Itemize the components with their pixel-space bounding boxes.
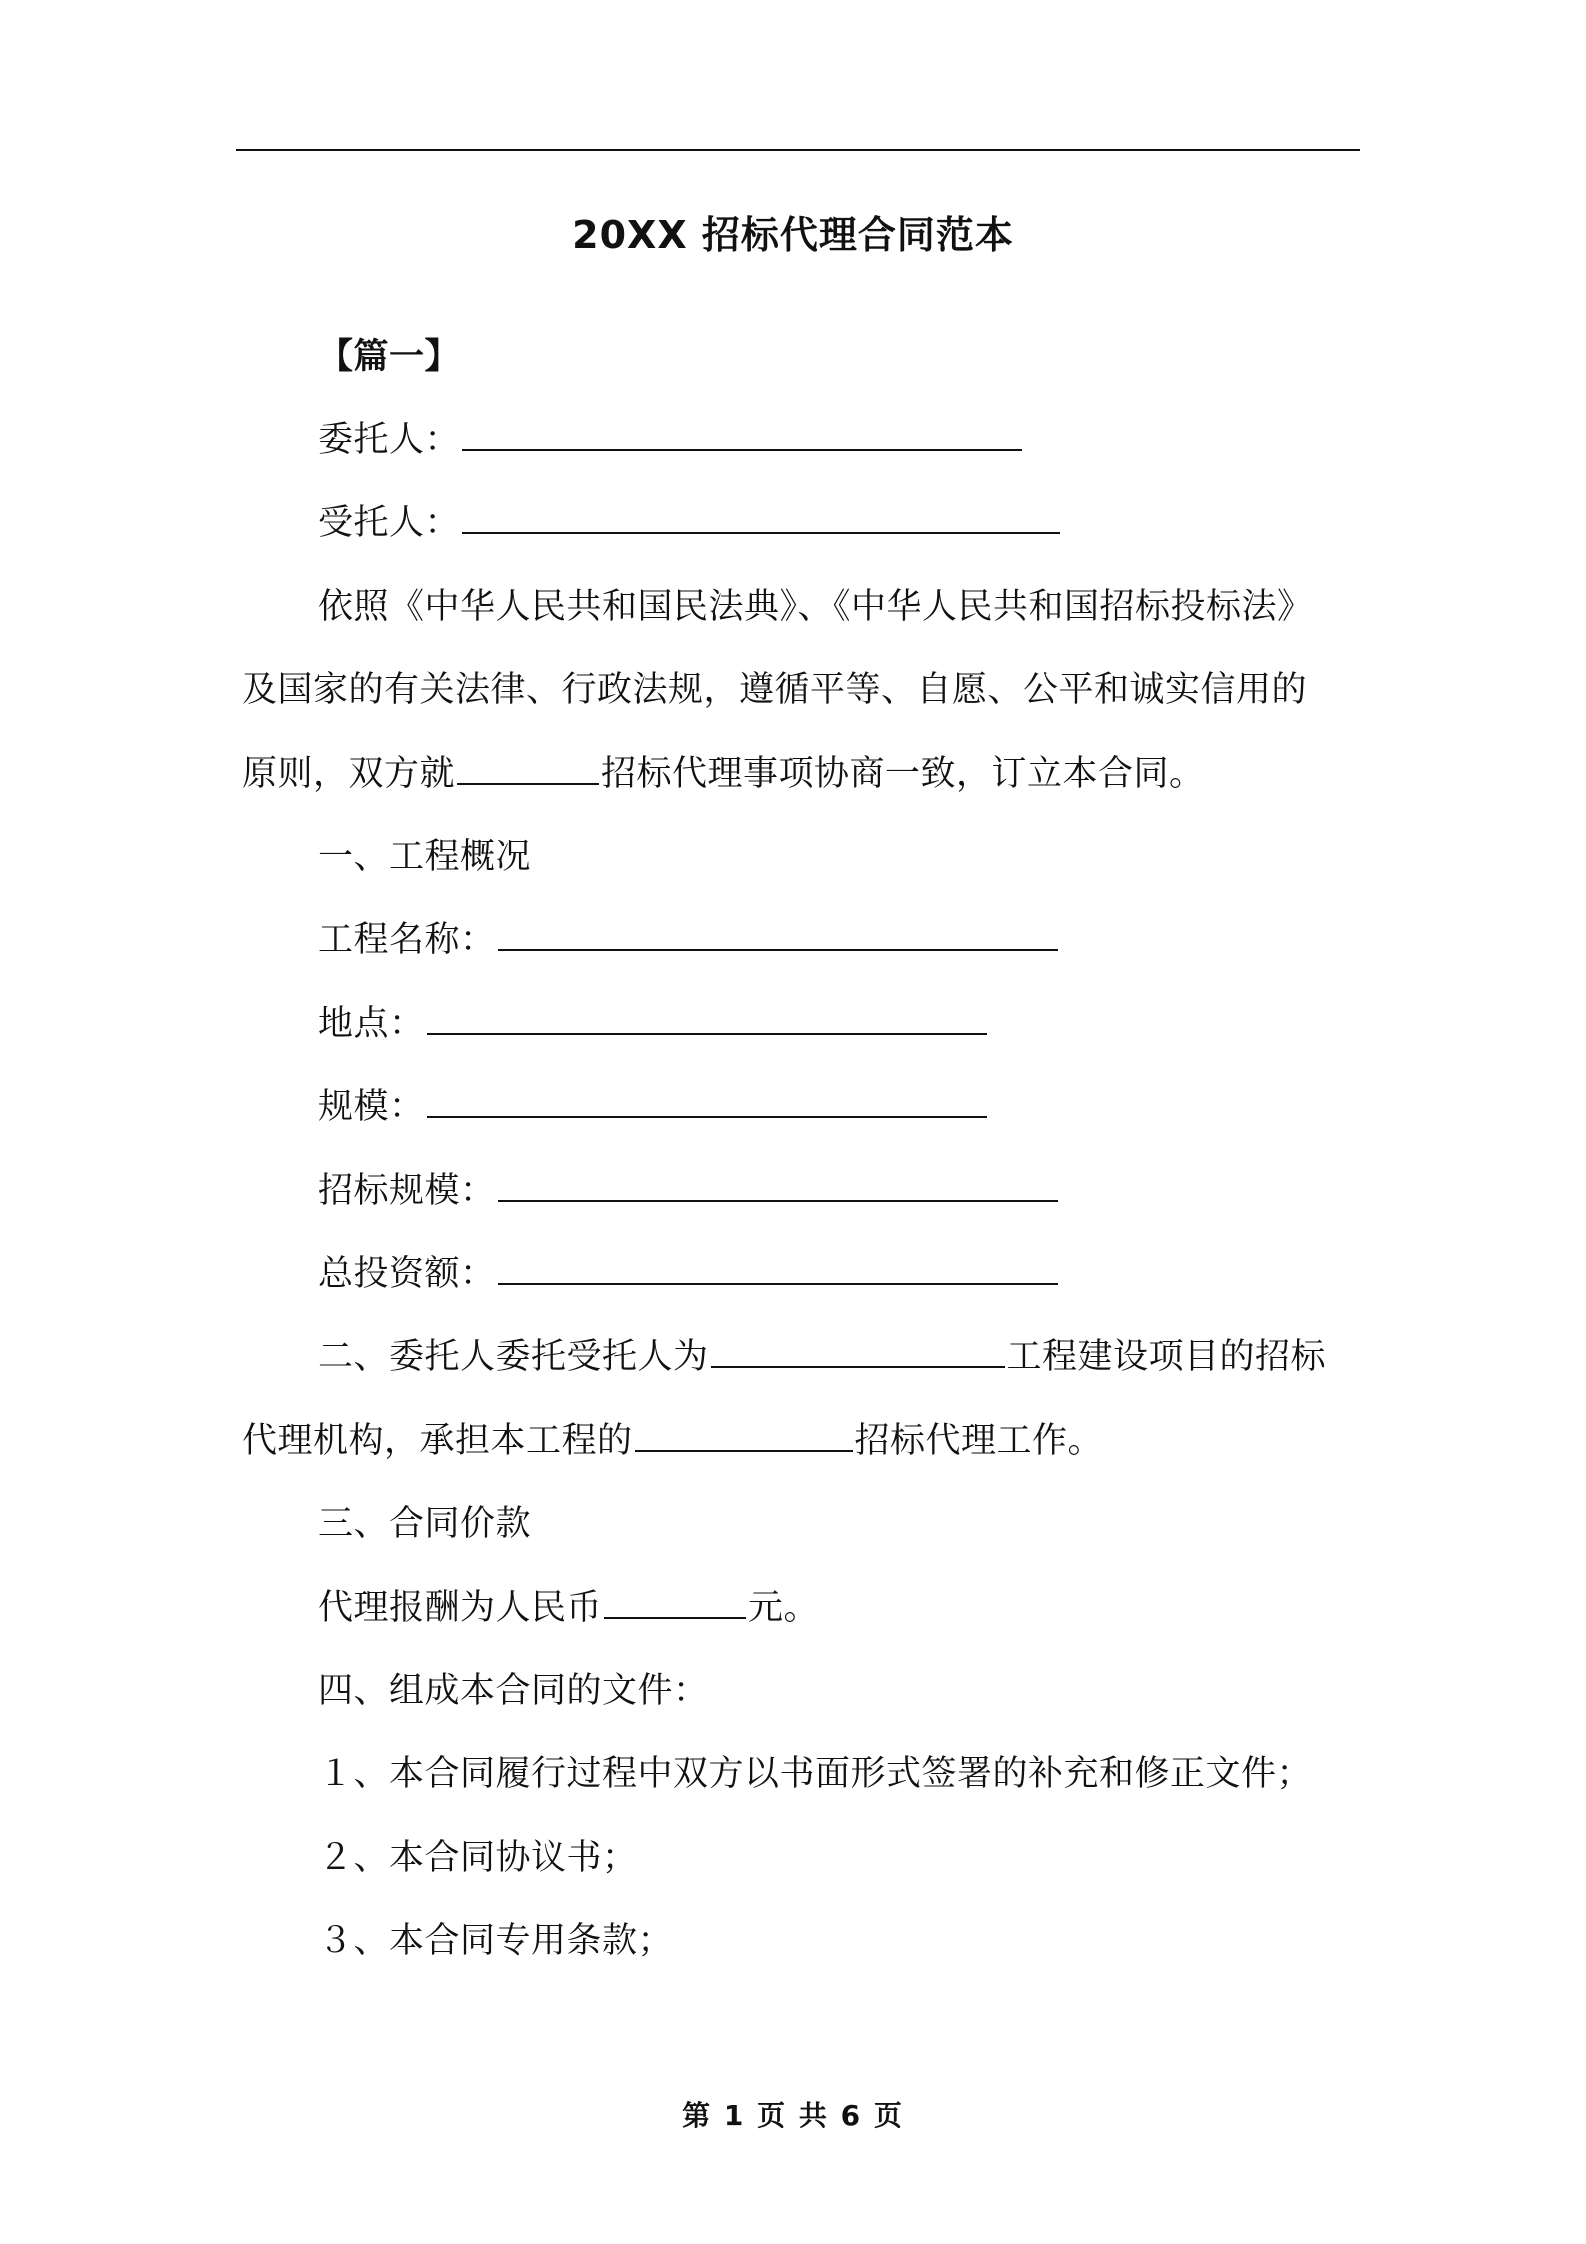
bid-scale-label: 招标规模： [318,1171,496,1211]
agent-label: 受托人： [318,503,461,543]
section-2-line-1-start: 二、委托人委托受托人为 [318,1337,709,1377]
header-rule [236,149,1360,151]
bid-scale-blank [498,1166,1058,1202]
principal-label: 委托人： [318,420,461,460]
fee-unit: 元。 [748,1588,820,1628]
section-2-line-2 [242,1416,1103,1466]
document-title: 20XX 招标代理合同范本 [572,213,1014,257]
intro-line-3 [242,749,1205,799]
section-4-heading: 四、组成本合同的文件： [318,1671,709,1711]
fee-line [318,1583,819,1633]
intro-line-3-start: 原则，双方就 [242,754,456,794]
matter-blank [457,749,599,785]
project-name-line [318,915,1060,965]
total-investment-line [318,1249,1060,1299]
agent-line [318,498,1062,548]
fee-label: 代理报酬为人民币 [318,1588,603,1628]
document-item-1: １、本合同履行过程中双方以书面形式签署的补充和修正文件； [318,1754,1313,1794]
fee-blank [604,1583,746,1619]
scale-line [318,1082,989,1132]
scale-label: 规模： [318,1087,425,1127]
section-2-line-1 [318,1332,1326,1382]
location-blank [427,999,987,1035]
section-1-heading: 一、工程概况 [318,837,532,877]
intro-line-2: 及国家的有关法律、行政法规，遵循平等、自愿、公平和诚实信用的 [242,670,1308,710]
scope-blank [635,1416,853,1452]
section-2-line-2-start: 代理机构，承担本工程的 [242,1421,633,1461]
bid-scale-line [318,1166,1060,1216]
scale-blank [427,1082,987,1118]
page-number: 第 1 页 共 6 页 [682,2099,904,2132]
project-blank [711,1332,1005,1368]
total-investment-label: 总投资额： [318,1254,496,1294]
section-2-line-2-end: 招标代理工作。 [854,1421,1104,1461]
section-2-line-1-end: 工程建设项目的招标 [1006,1337,1327,1377]
principal-line [318,415,1024,465]
document-item-2: ２、本合同协议书； [318,1838,638,1878]
agent-blank [462,498,1060,534]
project-name-blank [498,915,1058,951]
document-item-3: ３、本合同专用条款； [318,1921,674,1961]
principal-blank [462,415,1022,451]
location-label: 地点： [318,1004,425,1044]
project-name-label: 工程名称： [318,920,496,960]
intro-line-1: 依照《中华人民共和国民法典》、《中华人民共和国招标投标法》 [318,587,1313,627]
location-line [318,999,989,1049]
intro-line-3-end: 招标代理事项协商一致，订立本合同。 [601,754,1205,794]
section-label: 【篇一】 [318,337,461,377]
section-3-heading: 三、合同价款 [318,1504,532,1544]
total-investment-blank [498,1249,1058,1285]
